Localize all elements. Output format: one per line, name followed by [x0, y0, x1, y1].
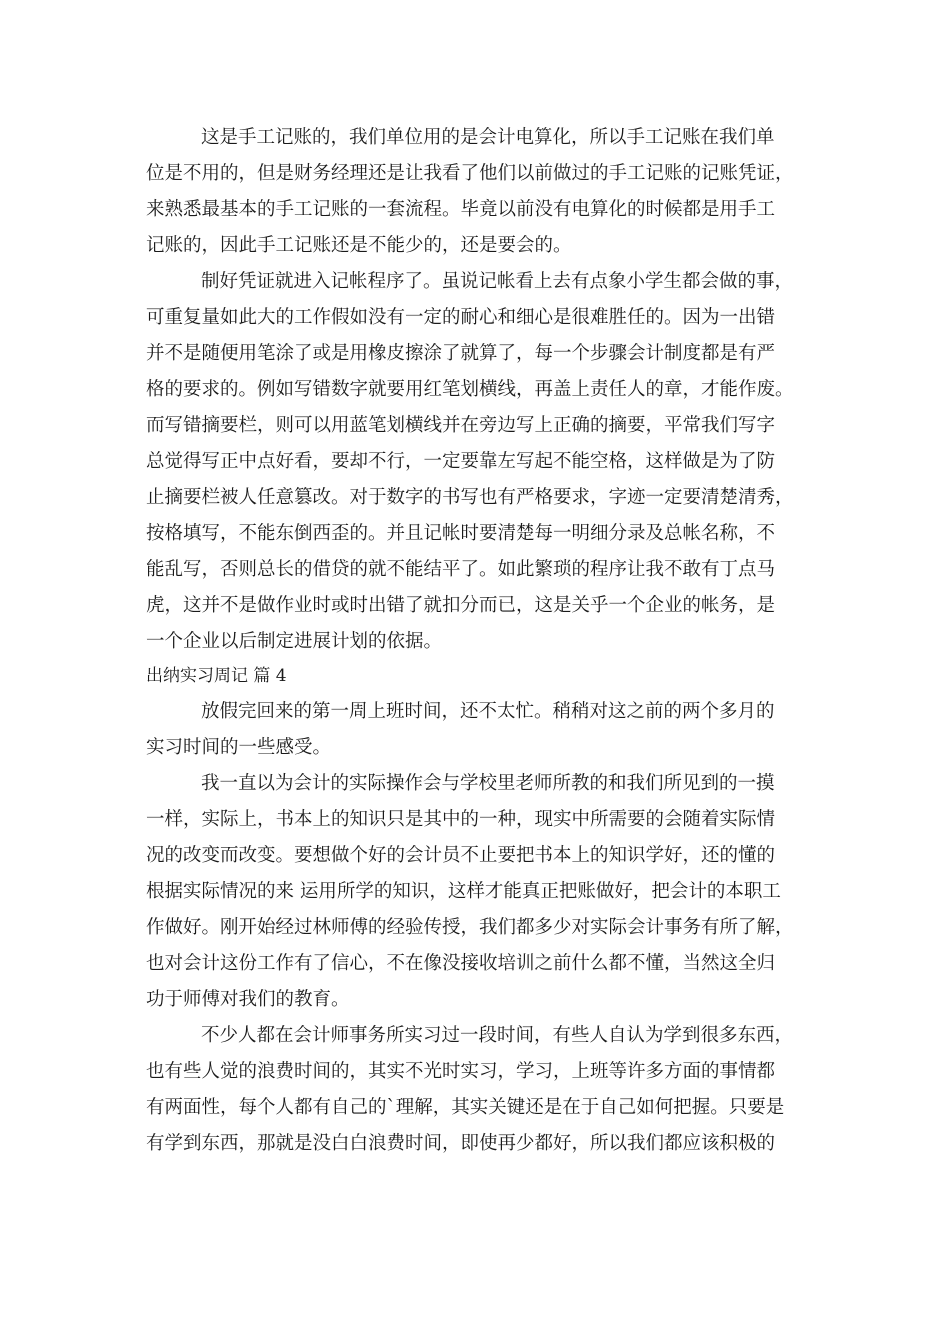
text-line: 一个企业以后制定进展计划的依据。	[146, 631, 443, 652]
text-line: 根据实际情况的来 运用所学的知识，这样才能真正把账做好，把会计的本职工	[146, 881, 781, 902]
text-line: 也有些人觉的浪费时间的，其实不光时实习，学习，上班等许多方面的事情都	[146, 1061, 776, 1082]
text-line: 我一直以为会计的实际操作会与学校里老师所教的和我们所见到的一摸	[201, 773, 775, 794]
text-line: 制好凭证就进入记帐程序了。虽说记帐看上去有点象小学生都会做的事，	[201, 271, 794, 292]
section-heading: 出纳实习周记 篇 4	[146, 666, 287, 686]
text-line: 一样，实际上，书本上的知识只是其中的一种，现实中所需要的会随着实际情	[146, 809, 776, 830]
text-line: 止摘要栏被人任意篡改。对于数字的书写也有严格要求，字迹一定要清楚清秀，	[146, 487, 794, 508]
text-line: 并不是随便用笔涂了或是用橡皮擦涂了就算了，每一个步骤会计制度都是有严	[146, 343, 776, 364]
text-line: 来熟悉最基本的手工记账的一套流程。毕竟以前没有电算化的时候都是用手工	[146, 199, 776, 220]
text-line: 作做好。刚开始经过林师傅的经验传授，我们都多少对实际会计事务有所了解，	[146, 917, 794, 938]
text-line: 虎，这并不是做作业时或时出错了就扣分而已，这是关乎一个企业的帐务，是	[146, 595, 776, 616]
text-line: 能乱写，否则总长的借贷的就不能结平了。如此繁琐的程序让我不敢有丁点马	[146, 559, 776, 580]
text-line: 不少人都在会计师事务所实习过一段时间，有些人自认为学到很多东西，	[201, 1025, 794, 1046]
text-line: 实习时间的一些感受。	[146, 737, 332, 758]
text-line: 位是不用的，但是财务经理还是让我看了他们以前做过的手工记账的记账凭证，	[146, 163, 794, 184]
text-line: 这是手工记账的，我们单位用的是会计电算化，所以手工记账在我们单	[201, 127, 775, 148]
text-line: 放假完回来的第一周上班时间，还不太忙。稍稍对这之前的两个多月的	[201, 701, 775, 722]
text-line: 有学到东西，那就是没白白浪费时间，即使再少都好，所以我们都应该积极的	[146, 1133, 776, 1154]
text-line: 况的改变而改变。要想做个好的会计员不止要把书本上的知识学好，还的懂的	[146, 845, 776, 866]
text-line: 有两面性，每个人都有自己的`理解，其实关键还是在于自己如何把握。只要是	[146, 1097, 785, 1118]
text-line: 而写错摘要栏，则可以用蓝笔划横线并在旁边写上正确的摘要，平常我们写字	[146, 415, 776, 436]
text-line: 功于师傅对我们的教育。	[146, 989, 350, 1010]
text-line: 记账的，因此手工记账还是不能少的，还是要会的。	[146, 235, 572, 256]
text-line: 总觉得写正中点好看，要却不行，一定要靠左写起不能空格，这样做是为了防	[146, 451, 776, 472]
text-line: 可重复量如此大的工作假如没有一定的耐心和细心是很难胜任的。因为一出错	[146, 307, 776, 328]
text-line: 也对会计这份工作有了信心，不在像没接收培训之前什么都不懂，当然这全归	[146, 953, 776, 974]
text-line: 格的要求的。例如写错数字就要用红笔划横线，再盖上责任人的章，才能作废。	[146, 379, 794, 400]
text-line: 按格填写，不能东倒西歪的。并且记帐时要清楚每一明细分录及总帐名称，不	[146, 523, 776, 544]
